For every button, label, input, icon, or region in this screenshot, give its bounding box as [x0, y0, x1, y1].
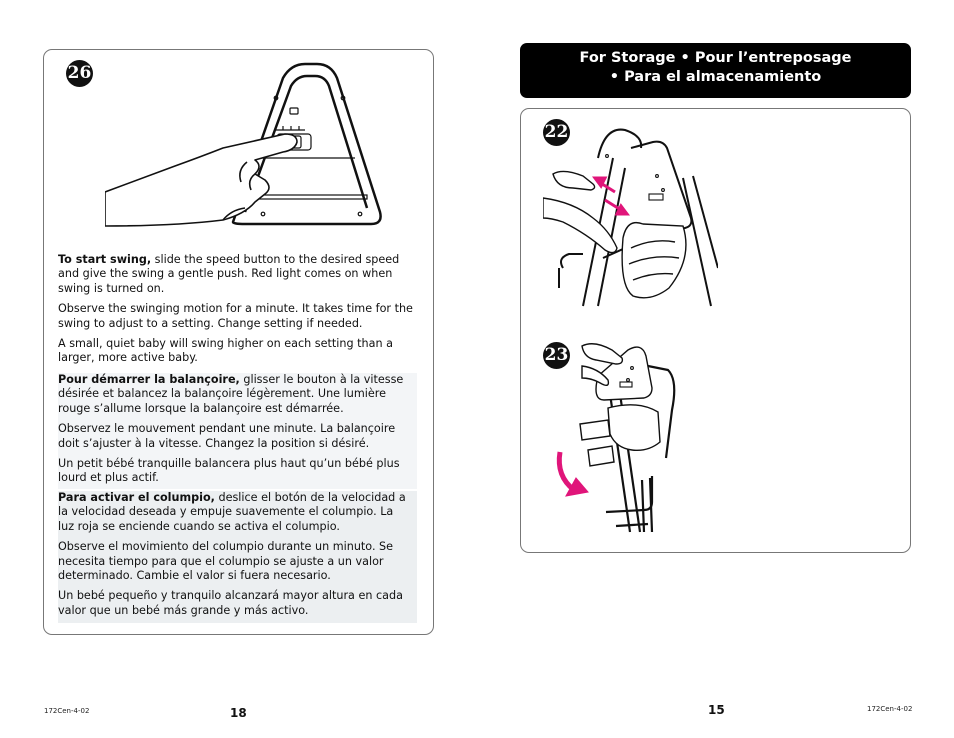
storage-header: [520, 43, 911, 98]
speed-button-illustration: [105, 62, 395, 242]
french-paragraph-2: Observez le mouvement pendant une minute. La balançoire doit s’ajuster à la vitesse. Changez la position si désiré.: [58, 422, 396, 450]
left-footer-code: 172Cen-4-02: [44, 707, 90, 715]
french-paragraph-1: [58, 373, 404, 416]
right-footer-code: 172Cen-4-02: [867, 705, 913, 713]
spanish-paragraph-2: Observe el movimiento del columpio durante un minuto. Se necesita tiempo para que el columpio se ajuste a un valor determinado. Cambie el valor si fuera necesario.: [58, 540, 394, 583]
fold-swing-illustration: [543, 118, 718, 308]
step-26-badge: 26: [66, 60, 93, 87]
english-lead-rest: slide the speed button to the desired speed and give the swing a gentle push. Red light comes on when swing is turned on.: [58, 253, 400, 295]
french-lead-bold: Pour démarrer la balançoire,: [58, 373, 240, 386]
spanish-lead-rest: deslice el botón de la velocidad a la velocidad deseada y empuje suavemente el columpio. La luz roja se enciende cuando se activa el columpio.: [58, 491, 406, 533]
spanish-paragraph-3: Un bebé pequeño y tranquilo alcanzará mayor altura en cada valor que un bebé más grande y más activo.: [58, 589, 403, 617]
english-paragraph-1: [58, 253, 418, 296]
english-paragraph-3: A small, quiet baby will swing higher on each setting than a larger, more active baby.: [58, 337, 393, 365]
spanish-instructions: [58, 491, 410, 624]
english-paragraph-2: Observe the swinging motion for a minute. It takes time for the swing to adjust to a setting. Change setting if needed.: [58, 302, 413, 330]
step-23-badge: 23: [543, 342, 570, 369]
spanish-paragraph-1: [58, 491, 410, 534]
storage-header-line-1: For Storage • Pour l’entreposage: [579, 50, 852, 66]
english-instructions: [58, 253, 418, 372]
step-22-badge: 22: [543, 119, 570, 146]
right-page-number: 15: [708, 703, 725, 717]
folded-swing-illustration: [548, 340, 688, 535]
english-lead-bold: To start swing,: [58, 253, 152, 266]
storage-header-line-2: • Para el almacenamiento: [609, 69, 822, 85]
french-instructions: [58, 373, 404, 492]
rotate-arrow-pink: [559, 452, 588, 496]
left-page-number: 18: [230, 706, 247, 720]
french-paragraph-3: Un petit bébé tranquille balancera plus haut qu’un bébé plus lourd et plus actif.: [58, 457, 400, 485]
spanish-lead-bold: Para activar el columpio,: [58, 491, 215, 504]
french-lead-rest: glisser le bouton à la vitesse désirée et balancez la balançoire légèrement. Une lumière rouge s’allume lorsque la balançoire est démarrée.: [58, 373, 404, 415]
